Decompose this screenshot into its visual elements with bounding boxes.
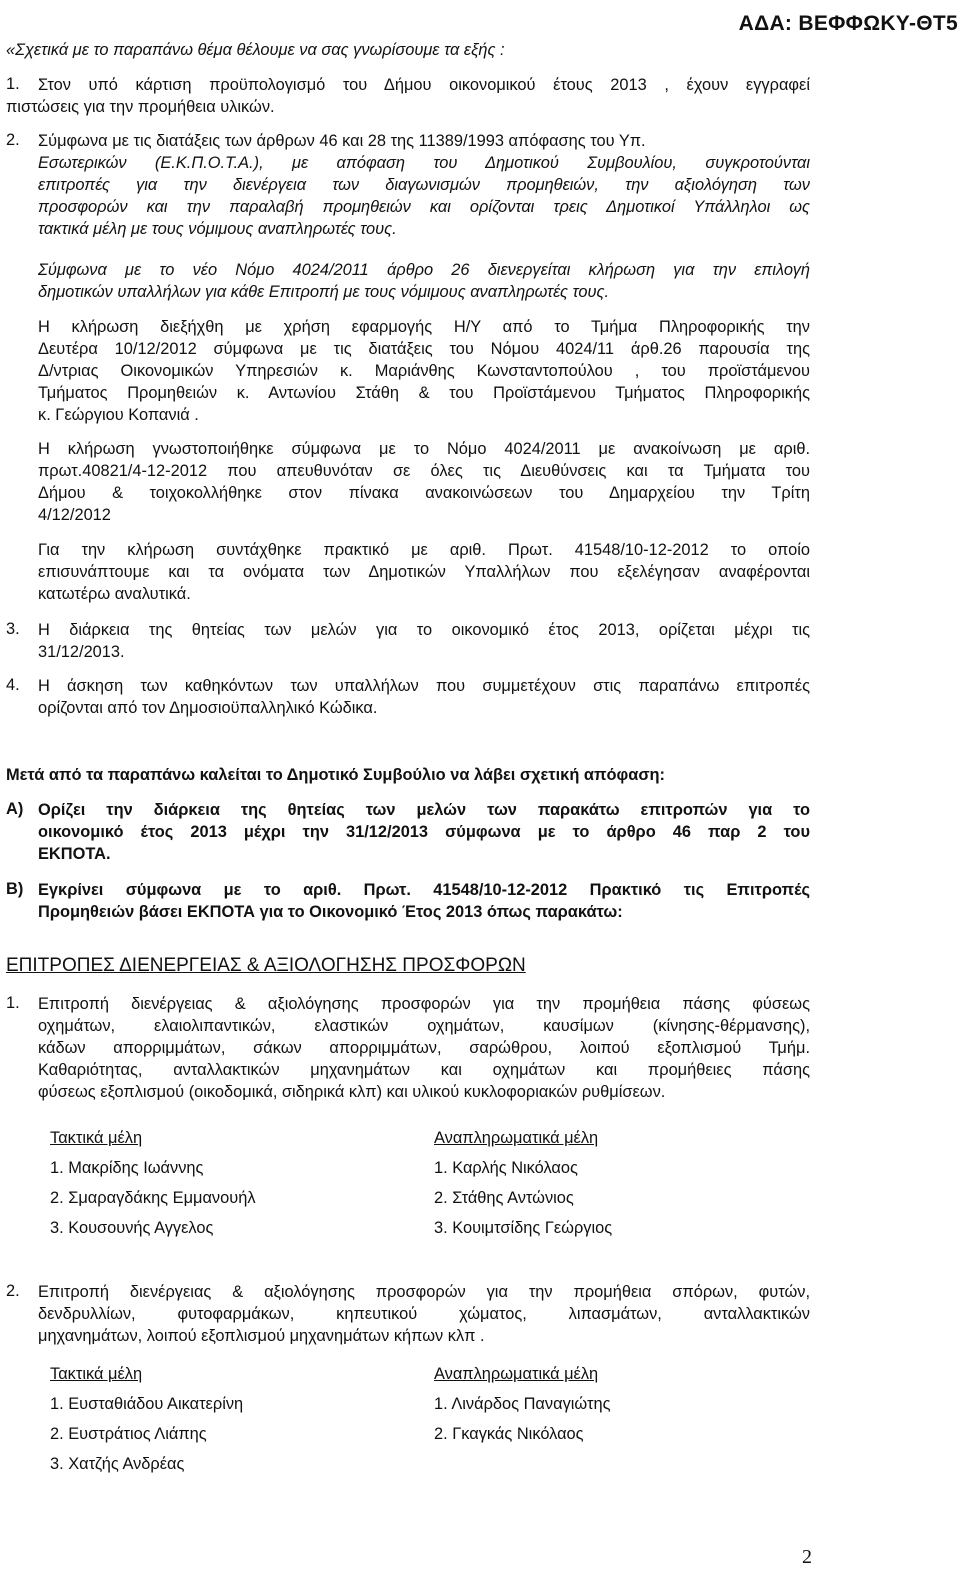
item-number: 1. [6,75,20,93]
item-number: 3. [6,620,20,638]
text-line: Ορίζει την διάρκεια της θητείας των μελών των παρακάτω επιτροπών για το [38,801,810,819]
text-line: Τμήματος Προμηθειών κ. Αντωνίου Στάθη & του Προϊστάμενου Τμήματος Πληροφορικής [38,384,810,402]
text-line: οχημάτων, ελαιολιπαντικών, ελαστικών οχημάτων, καυσίμων (κίνησης-θέρμανσης), [38,1017,810,1035]
text-line: Στον υπό κάρτιση προϋπολογισμό του Δήμου οικονομικού έτους 2013 , έχουν εγγραφεί [38,76,810,94]
text-line: κατωτέρω αναλυτικά. [38,585,191,603]
text-line: προσφορών και την παραλαβή προμηθειών και ορίζονται τρεις Δημοτικοί Υπάλληλοι ως [38,198,810,216]
text-line: επιτροπές για την διενέργεια των διαγωνισμών προμηθειών, την αξιολόγηση των [38,176,810,194]
text-line: μηχανημάτων, λοιπού εξοπλισμού μηχανημάτων κήπων κλπ . [38,1327,485,1345]
item-3 [38,619,810,663]
minutes-paragraph [38,539,810,605]
decision-a [38,799,810,865]
item-2-body [38,152,810,240]
text-line: Επιτροπή διενέργειας & αξιολόγησης προσφορών για την προμήθεια πάσης φύσεως [38,995,810,1013]
member-name: 1. Ευσταθιάδου Αικατερίνη [50,1395,244,1413]
member-name: 1. Μακρίδης Ιωάννης [50,1159,204,1177]
member-name: 2. Στάθης Αντώνιος [434,1189,574,1207]
member-name: 2. Γκαγκάς Νικόλαος [434,1425,584,1443]
text-line: Δήμου & τοιχοκολλήθηκε στον πίνακα ανακοινώσεων του Δημαρχείου την Τρίτη [38,484,810,502]
text-line: Δευτέρα 10/12/2012 σύμφωνα με τις διατάξεις του Νόμου 4024/11 άρθ.26 παρουσία της [38,340,810,358]
text-line: 4/12/2012 [38,506,111,524]
ada-code: ΑΔΑ: ΒΕΦΦΩΚΥ-ΘΤ5 [738,12,958,35]
item-number: 4. [6,676,20,694]
text-line: οικονομικό έτος 2013 μέχρι την 31/12/2013 σύμφωνα με το άρθρο 46 παρ 2 του [38,823,810,841]
regular-header: Τακτικά μέλη [50,1129,143,1147]
text-line: Σύμφωνα με τις διατάξεις των άρθρων 46 και 28 της 11389/1993 απόφασης του Υπ. [38,132,646,150]
item-2 [38,130,778,152]
text-line: Η διάρκεια της θητείας των μελών για το οικονομικό έτος 2013, ορίζεται μέχρι τις [38,621,810,639]
text-line: Εγκρίνει σύμφωνα με το αριθ. Πρωτ. 41548/10-12-2012 Πρακτικό τις Επιτροπές [38,881,810,899]
alternate-header: Αναπληρωματικά μέλη [434,1129,599,1147]
intro-line: «Σχετικά με το παραπάνω θέμα θέλουμε να σας γνωρίσουμε τα εξής : [6,41,505,59]
committee-number: 2. [6,1282,20,1300]
member-name: 1. Λινάρδος Παναγιώτης [434,1395,611,1413]
text-line: ΕΚΠΟΤΑ. [38,845,111,863]
text-line: πρωτ.40821/4-12-2012 που απευθυνόταν σε όλες τις Διευθύνσεις και τα Τμήματα του [38,462,810,480]
decision-b [38,879,810,923]
draw-paragraph [38,316,810,426]
text-line: 31/12/2013. [38,643,125,661]
member-name: 3. Χατζής Ανδρέας [50,1455,185,1473]
member-name: 2. Σμαραγδάκης Εμμανουήλ [50,1189,256,1207]
decision-b-label: Β) [6,880,24,898]
text-line: Η κλήρωση γνωστοποιήθηκε σύμφωνα με το Νόμο 4024/2011 με ανακοίνωση με αριθ. [38,440,810,458]
text-line: Δ/ντριας Οικονομικών Υπηρεσιών κ. Μαριάνθης Κωνσταντοπούλου , του προϊστάμενου [38,362,810,380]
regular-members [50,1359,243,1479]
law-paragraph [38,259,810,303]
regular-members [50,1123,256,1243]
item-4 [38,675,810,719]
text-line: Η κλήρωση διεξήχθη με χρήση εφαρμογής Η/Υ από το Τμήμα Πληροφορικής την [38,318,810,336]
notice-paragraph [38,438,810,526]
text-line: Για την κλήρωση συντάχθηκε πρακτικό με αριθ. Πρωτ. 41548/10-12-2012 το οποίο [38,541,810,559]
decision-a-label: Α) [6,800,24,818]
item-1 [38,74,810,96]
member-name: 2. Ευστράτιος Λιάπης [50,1425,207,1443]
committee-2-description [38,1281,810,1347]
text-line: Εσωτερικών (Ε.Κ.Π.Ο.Τ.Α.), με απόφαση του Δημοτικού Συμβουλίου, συγκροτούνται [38,154,810,172]
text-line: δενδρυλλίων, φυτοφαρμάκων, κηπευτικού χώματος, λιπασμάτων, ανταλλακτικών [38,1305,810,1323]
item-1-cont [6,96,806,118]
text-line: δημοτικών υπαλλήλων για κάθε Επιτροπή με τους νόμιμους αναπληρωτές τους. [38,283,610,301]
text-line: Προμηθειών βάσει ΕΚΠΟΤΑ για το Οικονομικό Έτος 2013 όπως παρακάτω: [38,903,623,921]
member-name: 1. Καρλής Νικόλαος [434,1159,578,1177]
alternate-members [434,1359,610,1449]
text-line: κάδων απορριμμάτων, σάκων απορριμμάτων, σαρώθρου, λοιπού εξοπλισμού Τμήμ. [38,1039,810,1057]
item-number: 2. [6,131,20,149]
decision-intro: Μετά από τα παραπάνω καλείται το Δημοτικό Συμβούλιο να λάβει σχετική απόφαση: [6,766,665,784]
text-line: επισυνάπτουμε και τα ονόματα των Δημοτικών Υπαλλήλων που εξελέγησαν αναφέρονται [38,563,810,581]
text-line: Η άσκηση των καθηκόντων των υπαλλήλων που συμμετέχουν στις παραπάνω επιτροπές [38,677,810,695]
text-line: πιστώσεις για την προμήθεια υλικών. [6,98,275,116]
regular-header: Τακτικά μέλη [50,1365,143,1383]
text-line: τακτικά μέλη με τους νόμιμους αναπληρωτές τους. [38,220,397,238]
text-line: Καθαριότητας, ανταλλακτικών μηχανημάτων και οχημάτων και προμήθειες πάσης [38,1061,810,1079]
alternate-members [434,1123,612,1243]
member-name: 3. Κουσουνής Αγγελος [50,1219,214,1237]
text-line: Επιτροπή διενέργειας & αξιολόγησης προσφορών για την προμήθεια σπόρων, φυτών, [38,1283,810,1301]
section-title-text: ΕΠΙΤΡΟΠΕΣ ΔΙΕΝΕΡΓΕΙΑΣ & ΑΞΙΟΛΟΓΗΣΗΣ ΠΡΟΣΦΟΡΩΝ [6,955,526,976]
page-number: 2 [802,1546,812,1568]
member-name: 3. Κουιμτσίδης Γεώργιος [434,1219,613,1237]
text-line: φύσεως εξοπλισμού (οικοδομικά, σιδηρικά κλπ) και υλικού κυκλοφοριακών ρυθμίσεων. [38,1083,666,1101]
text-line: Σύμφωνα με το νέο Νόμο 4024/2011 άρθρο 26 διενεργείται κλήρωση για την επιλογή [38,261,810,279]
alternate-header: Αναπληρωματικά μέλη [434,1365,599,1383]
committee-1-description [38,993,810,1103]
text-line: ορίζονται από τον Δημοσιοϋπαλληλικό Κώδικα. [38,699,378,717]
text-line: κ. Γεώργιου Κοπανιά . [38,406,199,424]
committee-number: 1. [6,994,20,1012]
section-title [6,955,526,977]
